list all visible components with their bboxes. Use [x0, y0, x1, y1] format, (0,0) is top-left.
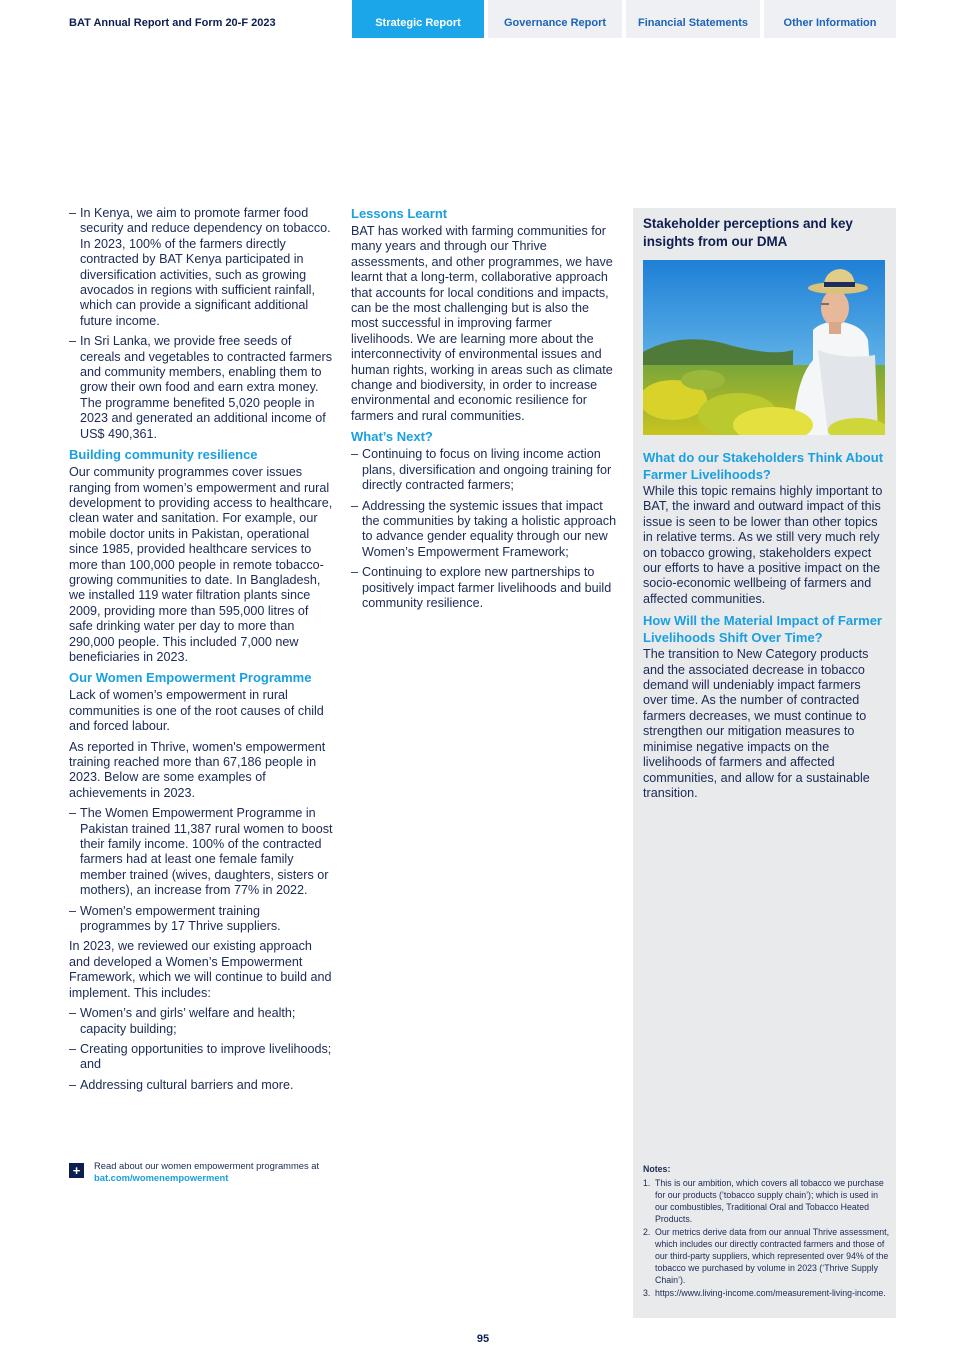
list-item: – Women's empowerment training programmes by 17 Thrive suppliers.: [69, 903, 281, 934]
tab-other-information[interactable]: Other Information: [764, 0, 896, 38]
list-item: – Continuing to focus on living income action plans, diversification and ongoing training for directly contracted farmers;: [351, 447, 612, 493]
paragraph-community: Our community programmes cover issues ranging from women’s empowerment and rural development to providing access to healthcare, clean water and sanitation. For example, our mobile doctor units in Pakistan, operational since 1985, provided healthcare services to more than 100,000 people in remote tobacco-growing communities to date. In Bangladesh, we installed 119 water filtration plants since 2009, providing more than 595,000 litres of safe drinking water per day to more than 290,000 people. This included 7,000 new beneficiaries in 2023.: [69, 465, 333, 664]
list-item: – Creating opportunities to improve livelihoods; and: [69, 1041, 332, 1072]
paragraph-lessons: BAT has worked with farming communities for many years and through our Thrive assessments, and other programmes, we have learnt that a long-term, collaborative approach that accounts for local conditions and impacts, can be the most challenging but is also the most successful in improving farmer livelihoods. We are learning more about the interconnectivity of environmental issues and human rights, working in areas such as climate change and biodiversity, in order to increase environmental and economic resilience for farmers and rural communities.: [351, 224, 613, 423]
paragraph-stakeholders-think: While this topic remains highly important to BAT, the inward and outward impact of this issue is seen to be lower than other topics in relative terms. As we still very much rely on tobacco growing, stakeholders expect our efforts to have a positive impact on the socio-economic wellbeing of farmers and affected communities.: [643, 484, 883, 606]
list-item: – Addressing the systemic issues that impact the communities by taking a holistic approach to advance gender equality through our new Women’s Empowerment Framework;: [351, 498, 617, 559]
tab-governance-report[interactable]: Governance Report: [488, 0, 622, 38]
report-title: BAT Annual Report and Form 20-F 2023: [69, 17, 276, 29]
notes: [643, 1163, 891, 1300]
note-item: 2. Our metrics derive data from our annual Thrive assessment, which includes our directly contracted farmers and those of our third-party suppliers, which represented over 94% of the tobacco we purchased by volume in 2023 (‘Thrive Supply Chain’).: [643, 1227, 890, 1285]
heading-impact-shift: How Will the Material Impact of Farmer Livelihoods Shift Over Time?: [643, 613, 882, 646]
heading-whats-next: What’s Next?: [351, 429, 433, 445]
read-more-text: Read about our women empowerment programmes at: [94, 1160, 320, 1171]
list-item: – In Sri Lanka, we provide free seeds of cereals and vegetables to contracted farmers and community members, enabling them to grow their own food and earn extra money. The programme benefited 5,020 people in 2023 and generated an additional income of US$ 490,361.: [69, 334, 333, 441]
page-number: 95: [476, 1333, 490, 1345]
list-item: – Continuing to explore new partnerships to positively impact farmer livelihoods and build community resilience.: [351, 565, 612, 610]
plus-icon: +: [69, 1163, 84, 1178]
list-item: – The Women Empowerment Programme in Pakistan trained 11,387 rural women to boost their family income. 100% of the contracted farmers had at least one female family member trained (wives, daughters, sisters or mothers), an increase from 77% in 2022.: [69, 806, 333, 898]
heading-women-empowerment: Our Women Empowerment Programme: [69, 670, 312, 686]
column-left: [69, 206, 333, 1098]
panel-title: Stakeholder perceptions and key insights from our DMA: [643, 216, 853, 249]
list-item: – Women’s and girls’ welfare and health; capacity building;: [69, 1006, 296, 1036]
column-middle: [351, 206, 617, 616]
notes-title: Notes:: [643, 1164, 671, 1174]
heading-community-resilience: Building community resilience: [69, 447, 258, 463]
tab-strategic-report[interactable]: Strategic Report: [352, 0, 484, 38]
farmer-photo-illustration: [643, 260, 885, 435]
paragraph-women-1: Lack of women’s empowerment in rural communities is one of the root causes of child and forced labour.: [69, 688, 324, 734]
top-bar: [0, 0, 966, 38]
list-item: – In Kenya, we aim to promote farmer food security and reduce dependency on tobacco. In 2023, 100% of the farmers directly contracted by BAT Kenya participated in diversification activities, such as growing avocados in regions with sufficient rainfall, which can provide a significant additional future income.: [69, 206, 331, 328]
heading-lessons-learnt: Lessons Learnt: [351, 206, 448, 221]
heading-stakeholders-think: What do our Stakeholders Think About Farmer Livelihoods?: [643, 450, 884, 482]
paragraph-impact-shift: The transition to New Category products and the associated decrease in tobacco demand will undeniably impact farmers over time. As the number of contracted farmers decreases, we must continue to strengthen our mitigation measures to minimise negative impacts on the livelihoods of farmers and affected communities, and allow for a sustainable transition.: [643, 647, 870, 800]
paragraph-framework: In 2023, we reviewed our existing approach and developed a Women’s Empowerment Framework, which we will continue to build and implement. This includes:: [69, 939, 332, 1000]
stakeholder-panel: [633, 208, 896, 1318]
women-empowerment-link[interactable]: bat.com/womenempowerment: [94, 1172, 229, 1183]
paragraph-women-2: As reported in Thrive, women's empowerment training reached more than 67,186 people in 2023. Below are some examples of achievements in 2023.: [69, 739, 326, 800]
list-item: – Addressing cultural barriers and more.: [69, 1077, 294, 1092]
tab-financial-statements[interactable]: Financial Statements: [626, 0, 760, 38]
note-item: 1. This is our ambition, which covers all tobacco we purchase for our products (‘tobacco supply chain’); which is used in our combustibles, Traditional Oral and Tobacco Heated Products.: [643, 1178, 884, 1224]
note-item: 3. https://www.living-income.com/measurement-living-income.: [643, 1288, 886, 1298]
farmer-photo: [643, 260, 885, 435]
